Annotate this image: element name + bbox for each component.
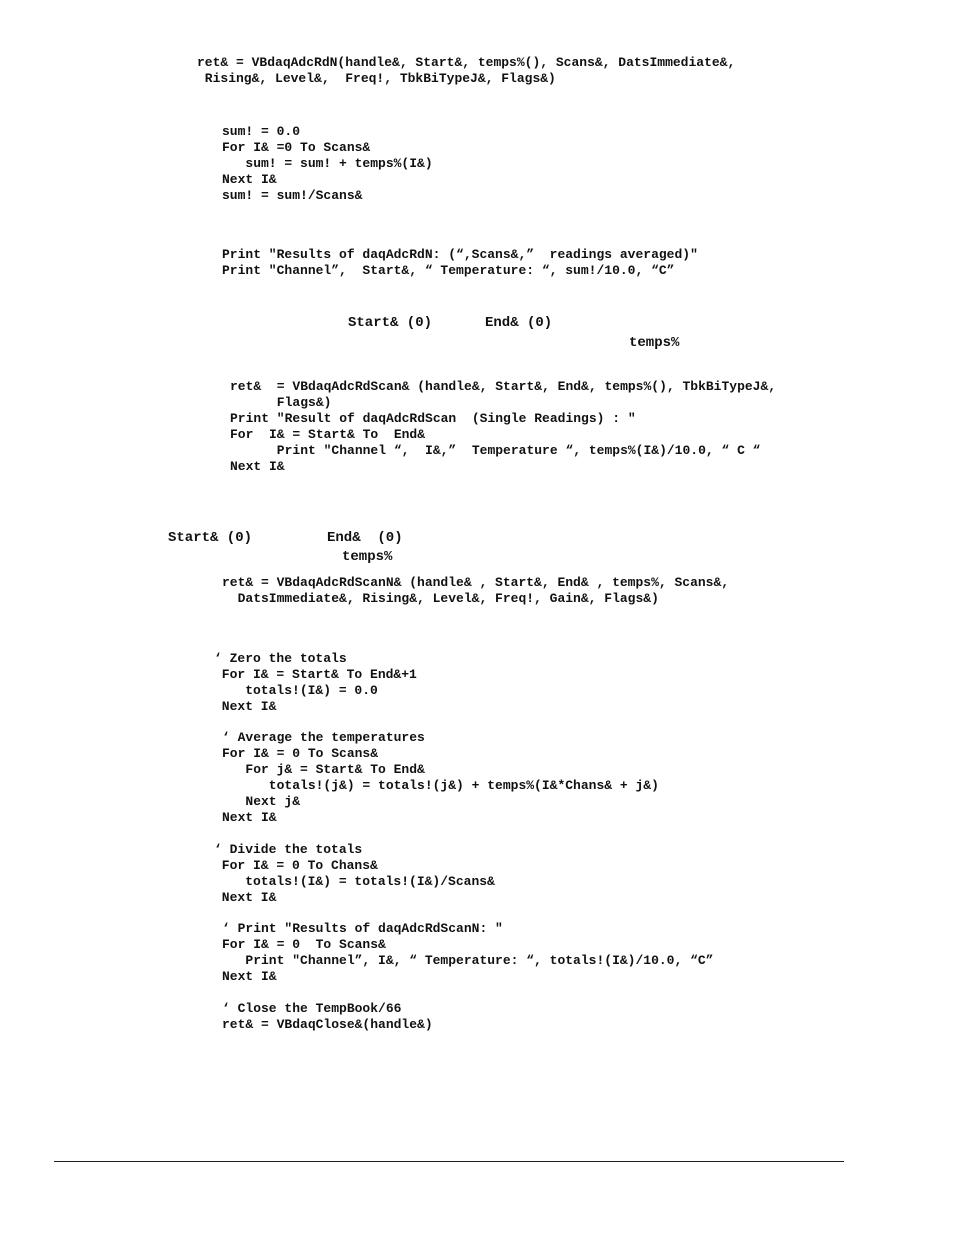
token-temps: temps% (342, 549, 393, 565)
footer-divider (54, 1161, 844, 1162)
code-block-sum (222, 124, 433, 204)
code-line: For I& = 0 To Scans& (222, 937, 386, 952)
token-start: Start& (0) (348, 315, 433, 331)
token-temps: temps% (629, 335, 680, 351)
code-line: sum! = 0.0 (222, 124, 301, 139)
code-line: For I& =0 To Scans& (222, 140, 371, 155)
code-line: For I& = 0 To Chans& (214, 858, 378, 873)
code-line: ret& = VBdaqAdcRdN(handle&, Start&, temps%(), Scans&, DatsImmediate&, (197, 55, 736, 70)
code-line: ‘ Close the TempBook/66 (222, 1001, 402, 1016)
code-line: Rising&, Level&, Freq!, TbkBiTypeJ&, Flags&) (197, 71, 556, 86)
code-line: sum! = sum! + temps%(I&) (222, 156, 433, 171)
code-line: ‘ Divide the totals (214, 842, 363, 857)
code-line: sum! = sum!/Scans& (222, 188, 363, 203)
code-line: Print "Channel”, Start&, “ Temperature: “, sum!/10.0, “C” (222, 263, 675, 278)
code-block-print-results (222, 921, 713, 985)
code-block-zero-totals (214, 651, 417, 715)
code-line: For I& = Start& To End& (230, 427, 426, 442)
code-line: ‘ Zero the totals (214, 651, 347, 666)
code-line: Next j& (222, 794, 301, 809)
code-line: Print "Results of daqAdcRdN: (“,Scans&,” readings averaged)" (222, 247, 698, 262)
code-line: ‘ Print "Results of daqAdcRdScanN: " (222, 921, 503, 936)
code-block-rdscan (230, 379, 776, 475)
code-block-rdn-call (197, 55, 735, 87)
code-line: ret& = VBdaqAdcRdScanN& (handle& , Start&, End& , temps%, Scans&, (222, 575, 730, 590)
code-line: For I& = 0 To Scans& (222, 746, 379, 761)
code-line: Flags&) (230, 395, 332, 410)
code-line: Next I& (222, 969, 277, 984)
code-block-rdscann-call (222, 575, 729, 607)
code-line: For I& = Start& To End&+1 (214, 667, 417, 682)
code-line: DatsImmediate&, Rising&, Level&, Freq!, Gain&, Flags&) (222, 591, 659, 606)
token-start: Start& (0) (168, 530, 253, 546)
code-line: ‘ Average the temperatures (222, 730, 425, 745)
code-block-average (222, 730, 659, 826)
code-line: Next I& (214, 699, 277, 714)
code-block-close (222, 1001, 433, 1033)
code-line: totals!(j&) = totals!(j&) + temps%(I&*Chans& + j&) (222, 778, 659, 793)
code-line: totals!(I&) = totals!(I&)/Scans& (214, 874, 495, 889)
code-line: totals!(I&) = 0.0 (214, 683, 378, 698)
code-block-rdn-print (222, 247, 698, 279)
code-line: Print "Channel “, I&,” Temperature “, temps%(I&)/10.0, “ C “ (230, 443, 761, 458)
code-line: Print "Channel”, I&, “ Temperature: “, totals!(I&)/10.0, “C” (222, 953, 714, 968)
code-line: Print "Result of daqAdcRdScan (Single Readings) : " (230, 411, 636, 426)
code-line: ret& = VBdaqClose&(handle&) (222, 1017, 433, 1032)
token-end: End& (0) (485, 315, 553, 331)
code-line: ret& = VBdaqAdcRdScan& (handle&, Start&, End&, temps%(), TbkBiTypeJ&, (230, 379, 777, 394)
code-line: Next I& (222, 172, 277, 187)
code-line: For j& = Start& To End& (222, 762, 425, 777)
code-line: Next I& (222, 810, 277, 825)
code-line: Next I& (230, 459, 285, 474)
code-line: Next I& (214, 890, 277, 905)
code-block-divide (214, 842, 495, 906)
token-end: End& (0) (327, 530, 403, 546)
